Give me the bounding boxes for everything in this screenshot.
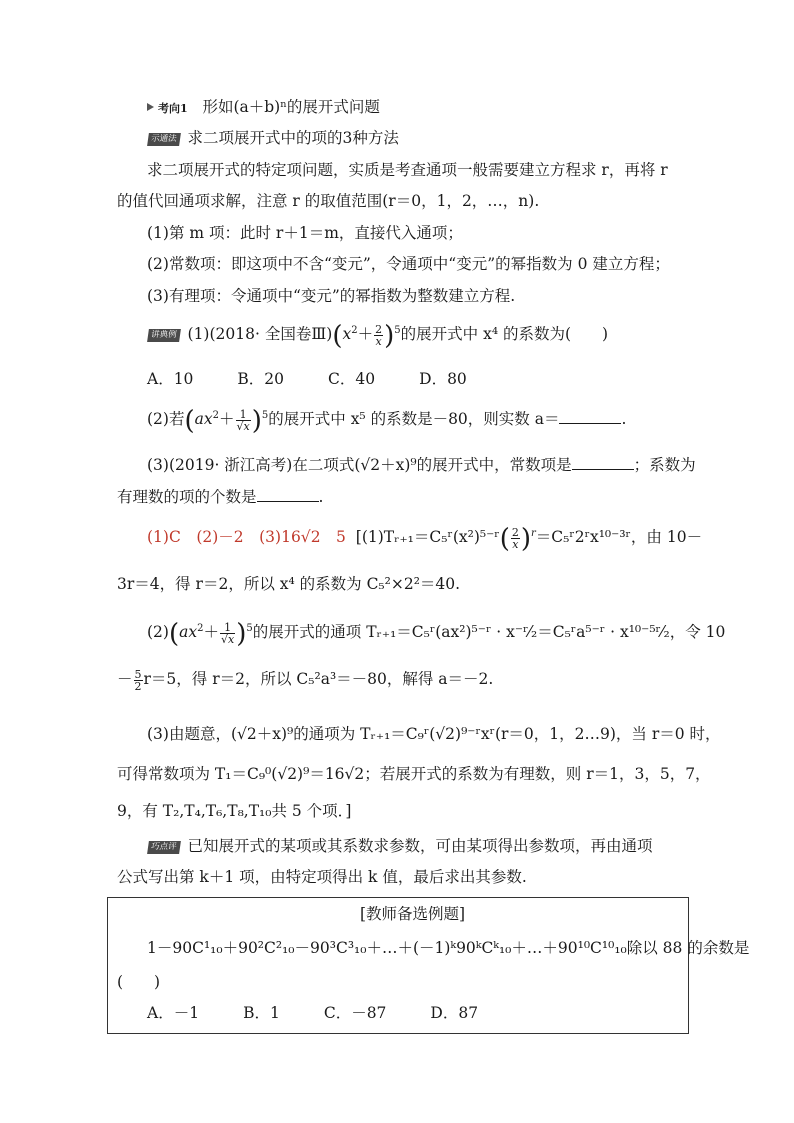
intro-line-2: 的值代回通项求解，注意 r 的取值范围(r＝0，1，2，…，n). — [117, 192, 540, 210]
answer-line-2: 3r＝4，得 r＝2，所以 x⁴ 的系数为 C₅²×2²＝40. — [117, 575, 461, 593]
example-tag-icon: 讲典例 — [147, 329, 180, 342]
example-q2: (2)若($ax^2+$ $\frac{1}{√x}$ )$^5$的展开式中 x⁵ 的系数是－80，则实数 a＝ . — [147, 406, 627, 436]
q2-suffix: 的展开式中 x⁵ 的系数是－80，则实数 a＝ — [268, 410, 560, 428]
intro-line-1: 求二项展开式的特定项问题，实质是考查通项一般需要建立方程求 r，再将 r — [147, 161, 668, 179]
solution-1b: ＝C₅ʳ2ʳx¹⁰⁻³ʳ，由 10－ — [535, 528, 703, 546]
method-title: 求二项展开式中的项的3种方法 — [187, 129, 399, 147]
q3-text-end: ；系数为 — [633, 456, 696, 474]
solution-1-fraction: ( $\frac{2}{x}$ )$^r$ — [499, 524, 536, 554]
method-tag-icon: 示通法 — [147, 133, 180, 146]
answer-line-1 — [147, 524, 703, 554]
q1-suffix: 的展开式中 x⁴ 的系数为( ) — [400, 325, 609, 343]
q2-prefix: (2)若 — [147, 410, 185, 428]
review-text-1: 已知展开式的某项或其系数求参数，可由某项得出参数项，再由通项 — [187, 837, 653, 855]
intro-item-1: (1)第 m 项：此时 r＋1＝m，直接代入通项； — [147, 224, 463, 242]
q3-line-2-text: 有理数的项的个数是 — [117, 488, 257, 506]
answer-line-7: 9，有 T₂,T₄,T₆,T₈,T₁₀共 5 个项．] — [117, 802, 352, 820]
q1-expression: ($x^2+$ $\frac{2}{x}$ )$^5$ — [332, 321, 401, 351]
teacher-box-paren: ( ) — [117, 973, 161, 991]
review-tag-icon: 巧点评 — [147, 841, 180, 854]
section-heading — [147, 96, 380, 120]
solution-2-expression: $(2)(ax^2+$ $\frac{1}{√x}$ )$^5$ — [147, 619, 253, 649]
review-line-2: 公式写出第 k＋1 项，由特定项得出 k 值，最后求出其参数. — [117, 868, 527, 886]
teacher-option-c: C．－87 — [323, 1004, 387, 1022]
example-q3-line-2: 有理数的项的个数是 . — [117, 488, 324, 506]
example-q3-line-1 — [147, 454, 696, 476]
teacher-box-options — [147, 1002, 522, 1024]
q1-prefix: (1)(2018· 全国卷Ⅲ) — [187, 325, 333, 343]
answer-line-5: (3)由题意，(√2＋x)⁹的通项为 Tᵣ₊₁＝C₉ʳ(√2)⁹⁻ʳxʳ(r＝0，1，2…9)，当 r＝0 时， — [147, 725, 721, 743]
q1-option-c: C．40 — [328, 370, 376, 388]
intro-item-3: (3)有理项：令通项中“变元”的幂指数为整数建立方程. — [147, 287, 516, 305]
answer-key: (1)C (2)－2 (3)16√2 5 — [147, 528, 346, 546]
q3-blank-2 — [257, 489, 319, 502]
answer-line-6: 可得常数项为 T₁＝C₉⁰(√2)⁹＝16√2；若展开式的系数为有理数，则 r＝1，3，5，7， — [117, 765, 711, 783]
teacher-box-title: [教师备选例题] — [360, 905, 466, 923]
solution-2b: r＝5，得 r＝2，所以 C₅²a³＝－80，解得 a＝－2. — [143, 670, 494, 688]
q1-option-a: A．10 — [147, 370, 194, 388]
heading-label: 考向1 — [158, 102, 188, 115]
answer-line-3 — [147, 619, 726, 649]
q3-blank-1 — [572, 457, 634, 470]
answer-line-4: － $\frac{5}{2}$ r＝5，得 r＝2，所以 C₅²a³＝－80，解得 a＝－2. — [117, 667, 494, 693]
intro-item-2: (2)常数项：即这项中不含“变元”，令通项中“变元”的幂指数为 0 建立方程； — [147, 255, 670, 273]
q1-option-b: B．20 — [237, 370, 285, 388]
teacher-option-b: B．1 — [243, 1004, 280, 1022]
q3-text: (3)(2019· 浙江高考)在二项式(√2＋x)⁹的展开式中，常数项是 — [147, 456, 572, 474]
arrow-icon — [147, 103, 154, 111]
solution-2a: 的展开式的通项 Tᵣ₊₁＝C₅ʳ(ax²)⁵⁻ʳ · x⁻ʳ⁄₂＝C₅ʳa⁵⁻ʳ · x¹⁰⁻⁵ʳ⁄₂，令 10 — [252, 623, 726, 641]
q1-option-d: D．80 — [419, 370, 467, 388]
q2-expression: ($ax^2+$ $\frac{1}{√x}$ )$^5$ — [184, 406, 269, 436]
teacher-option-d: D．87 — [430, 1004, 479, 1022]
teacher-option-a: A．－1 — [147, 1004, 200, 1022]
heading-title: 形如(a＋b)ⁿ的展开式问题 — [202, 98, 380, 116]
example-q1 — [148, 321, 609, 351]
solution-1a: [(1)Tᵣ₊₁＝C₅ʳ(x²)⁵⁻ʳ — [355, 528, 500, 546]
review-line-1 — [148, 835, 653, 857]
method-heading — [148, 127, 399, 149]
q1-options — [147, 368, 511, 390]
teacher-box-question: 1－90C¹₁₀＋90²C²₁₀－90³C³₁₀＋…＋(－1)ᵏ90ᵏCᵏ₁₀＋…＋90¹⁰C¹⁰₁₀除以 88 的余数是 — [147, 939, 750, 957]
q2-blank — [559, 411, 621, 424]
